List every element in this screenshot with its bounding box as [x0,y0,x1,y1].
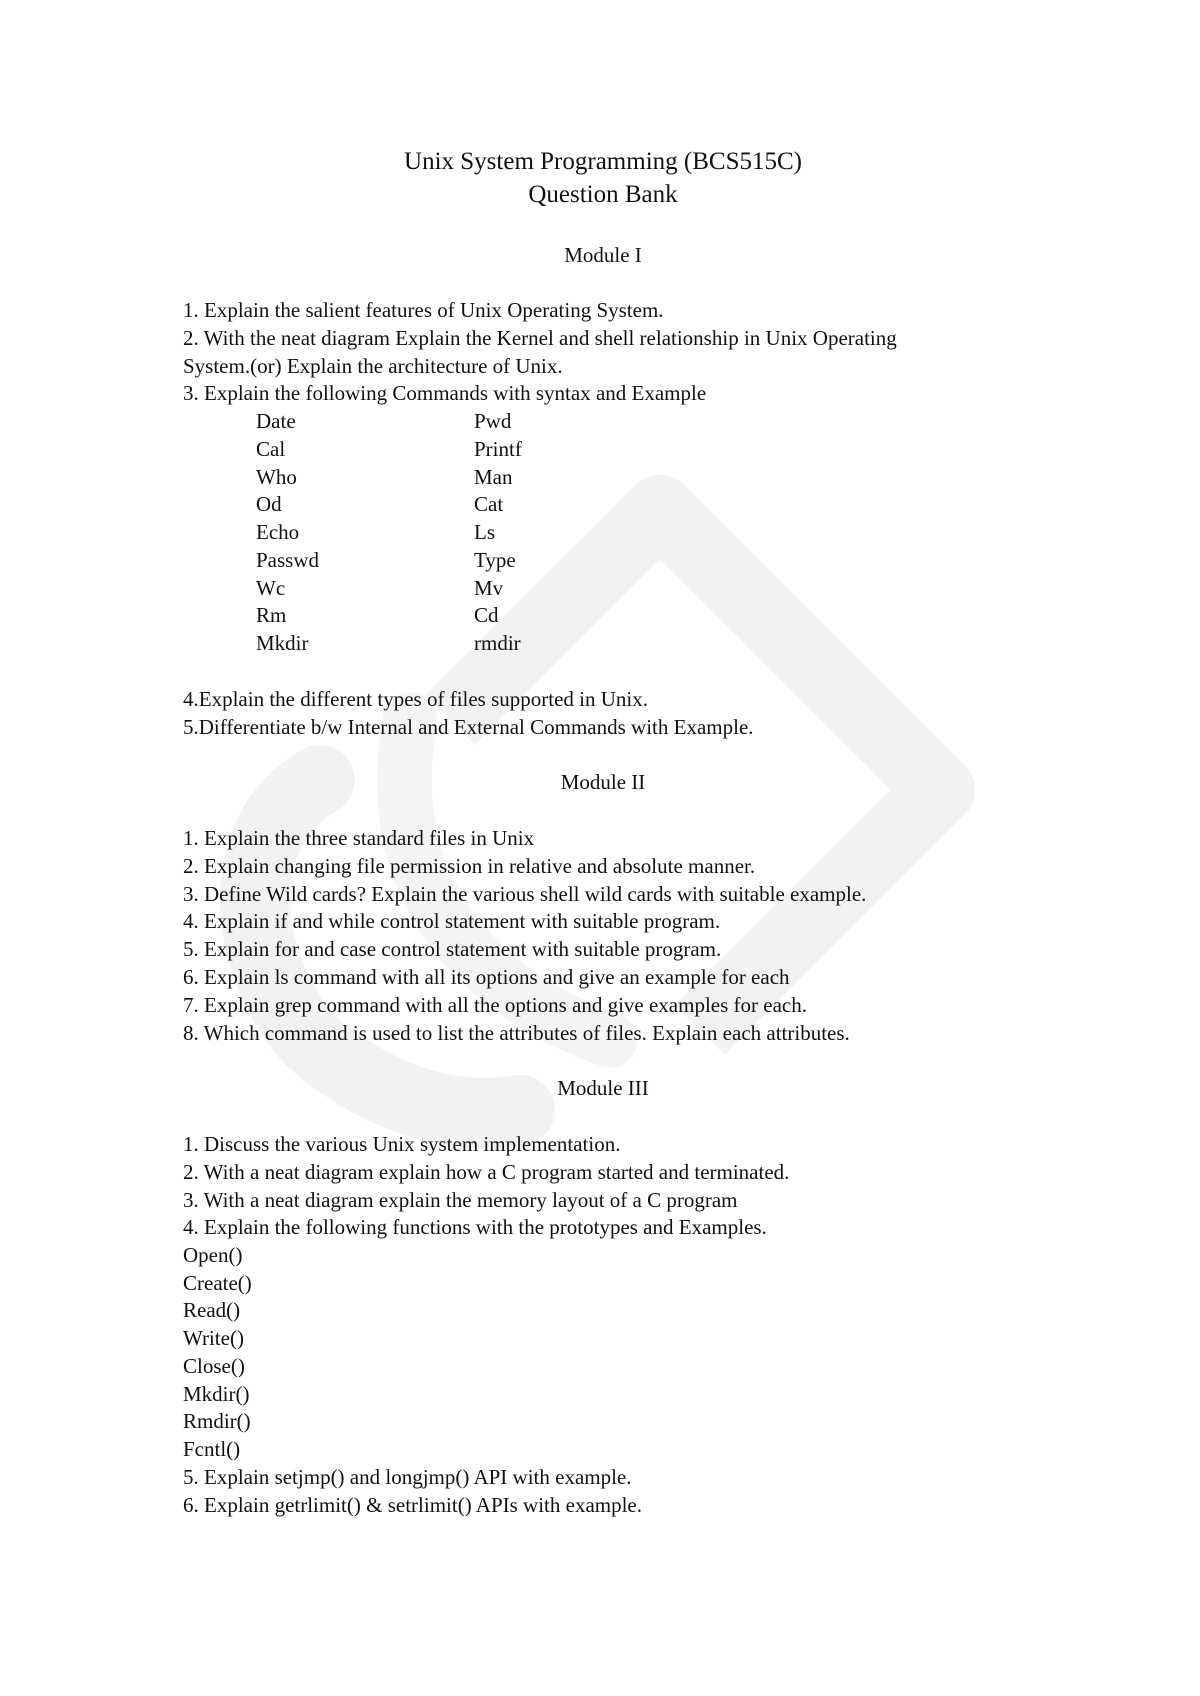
module-3-question: 6. Explain getrlimit() & setrlimit() APIs with example. [183,1493,643,1517]
command-left: Echo [256,520,300,544]
module-3-question: 2. With a neat diagram explain how a C program started and terminated. [183,1160,790,1184]
module-3-question: 3. With a neat diagram explain the memory layout of a C program [183,1188,738,1212]
function-item: Fcntl() [183,1437,241,1461]
module-2-question: 4. Explain if and while control statement with suitable program. [183,909,721,933]
function-item: Close() [183,1354,245,1378]
module-1-heading: Module I [564,243,642,267]
module-2-question: 7. Explain grep command with all the options and give examples for each. [183,993,807,1017]
module-1-question-2-continued: System.(or) Explain the architecture of Unix. [183,354,563,378]
command-left: Wc [256,576,286,600]
command-right: Type [474,548,516,572]
page-subtitle: Question Bank [528,181,678,208]
module-2-question: 6. Explain ls command with all its options and give an example for each [183,965,790,989]
page-title: Unix System Programming (BCS515C) [404,148,802,175]
module-3-question: 1. Discuss the various Unix system implementation. [183,1132,621,1156]
module-1-question-2: 2. With the neat diagram Explain the Kernel and shell relationship in Unix Operating [183,326,897,350]
module-1-question-1: 1. Explain the salient features of Unix Operating System. [183,298,664,322]
function-item: Write() [183,1326,244,1350]
module-2-question: 5. Explain for and case control statement with suitable program. [183,937,722,961]
command-left: Mkdir [256,631,309,655]
module-2-question: 2. Explain changing file permission in relative and absolute manner. [183,854,756,878]
module-3-heading: Module III [557,1076,649,1100]
command-right: Man [474,465,513,489]
module-3-question: 5. Explain setjmp() and longjmp() API with example. [183,1465,632,1489]
command-left: Cal [256,437,286,461]
function-item: Rmdir() [183,1409,251,1433]
command-left: Od [256,492,282,516]
command-right: Pwd [474,409,512,433]
command-right: Ls [474,520,495,544]
command-right: Cat [474,492,504,516]
module-2-heading: Module II [560,770,646,794]
command-right: Cd [474,603,499,627]
module-2-question: 8. Which command is used to list the attributes of files. Explain each attributes. [183,1021,850,1045]
command-left: Passwd [256,548,320,572]
command-left: Date [256,409,296,433]
function-item: Read() [183,1298,241,1322]
command-left: Rm [256,603,287,627]
module-1-question-5: 5.Differentiate b/w Internal and External Commands with Example. [183,715,754,739]
module-1-question-3: 3. Explain the following Commands with syntax and Example [183,381,707,405]
command-left: Who [256,465,297,489]
command-right: rmdir [474,631,521,655]
command-right: Printf [474,437,522,461]
function-item: Mkdir() [183,1382,250,1406]
module-3-question: 4. Explain the following functions with the prototypes and Examples. [183,1215,767,1239]
module-2-question: 1. Explain the three standard files in Unix [183,826,535,850]
module-2-question: 3. Define Wild cards? Explain the various shell wild cards with suitable example. [183,882,867,906]
command-right: Mv [474,576,504,600]
function-item: Create() [183,1271,252,1295]
module-1-question-4: 4.Explain the different types of files supported in Unix. [183,687,649,711]
function-item: Open() [183,1243,243,1267]
